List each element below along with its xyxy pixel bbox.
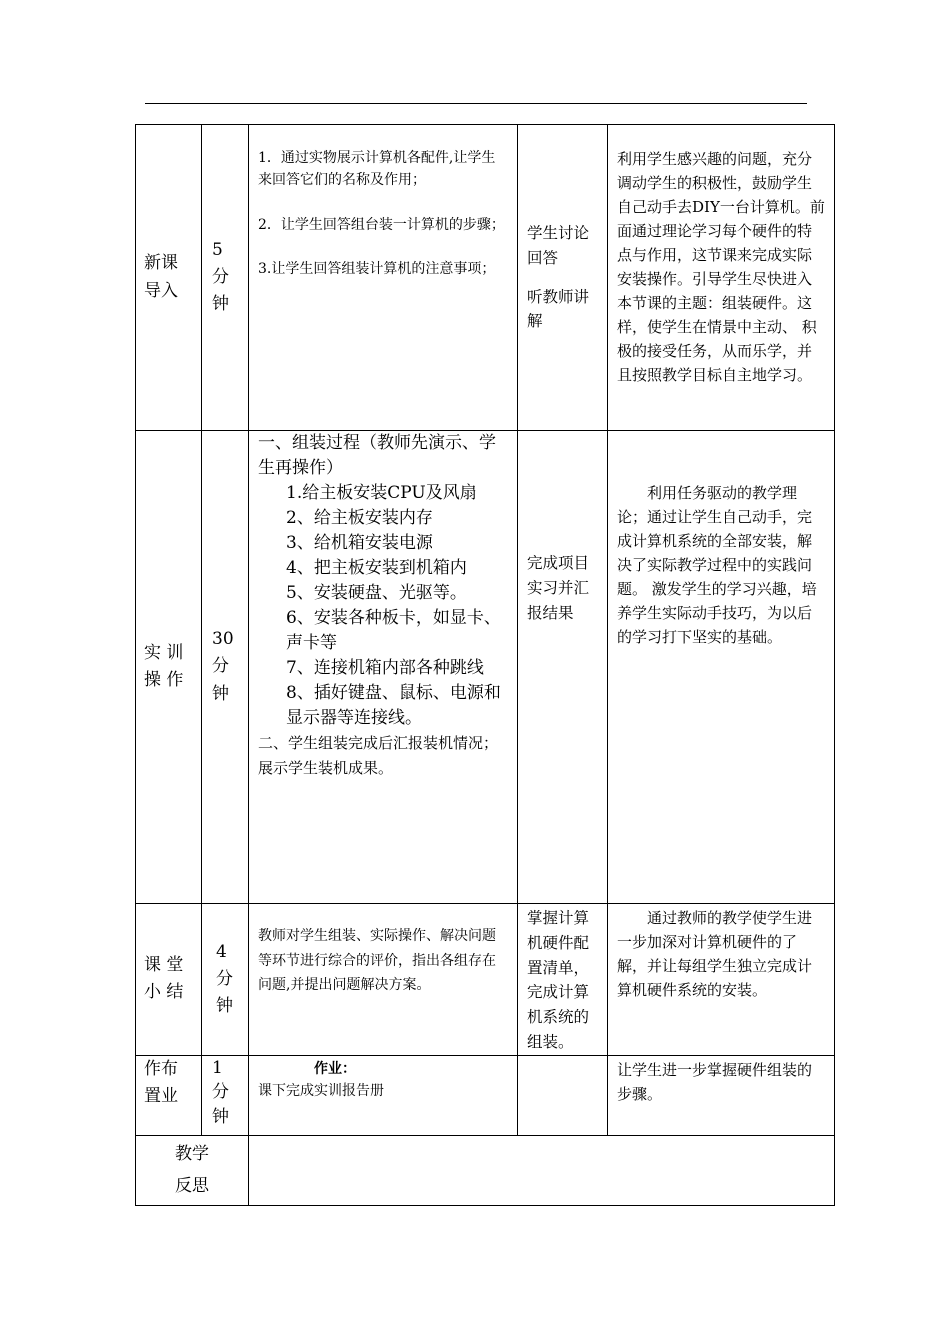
stage-label: 作布: [144, 1058, 178, 1079]
content-cell: [249, 431, 518, 904]
student-activity: 掌握计算机硬件配置清单，完成计算机系统的组装。: [527, 909, 590, 1051]
stage-cell: [136, 431, 202, 904]
table-row: [136, 125, 835, 431]
time-value: 5: [212, 239, 223, 260]
content-step: 1.给主板安装CPU及风扇: [286, 482, 477, 503]
content-item: 1．通过实物展示计算机各配件,让学生来回答它们的名称及作用；: [258, 150, 496, 189]
content-item: 3.让学生回答组装计算机的注意事项；: [258, 261, 496, 278]
stage-label: 课 堂: [144, 955, 184, 976]
table-row: [136, 1055, 835, 1135]
time-unit: 分: [212, 1082, 229, 1103]
content-step: 8、插好键盘、鼠标、电源和显示器等连接线。: [286, 682, 501, 728]
time-cell: [202, 125, 249, 431]
content-cell: [249, 1055, 518, 1135]
design-intent-cell: [608, 1055, 835, 1135]
time-cell: [202, 431, 249, 904]
time-unit: 分: [212, 266, 229, 287]
design-intent-cell: [608, 125, 835, 431]
design-intent: 利用任务驱动的教学理论；通过让学生自己动手，完成计算机系统的全部安装，解决了实际教学过程中的实践问题。 激发学生的学习兴趣，培养学生实际动手技巧，为以后的学习打下坚实的基础。: [617, 484, 817, 646]
design-intent: 让学生进一步掌握硬件组装的步骤。: [617, 1060, 813, 1103]
content-item: 教师对学生组装、实际操作、解决问题等环节进行综合的评价，指出各组存在问题,并提出问题解决方案。: [258, 928, 496, 993]
time-unit: 钟: [212, 1107, 229, 1128]
stage-label: 导入: [144, 280, 178, 301]
content-summary: 二、学生组装完成后汇报装机情况；展示学生装机成果。: [258, 733, 499, 777]
student-activity-cell: [518, 125, 608, 431]
homework-text: 课下完成实训报告册: [258, 1083, 384, 1100]
content-step: 6、安装各种板卡，如显卡、声卡等: [286, 607, 501, 653]
design-intent: 通过教师的教学使学生进一步加深对计算机硬件的了解，并让每组学生独立完成计算机硬件系统的安装。: [617, 909, 813, 999]
student-activity-cell: [518, 431, 608, 904]
homework-title: 作业：: [314, 1060, 356, 1077]
reflection-content-cell: [249, 1135, 835, 1205]
time-cell: [202, 1055, 249, 1135]
time-unit: 钟: [216, 995, 233, 1016]
reflection-label: 反思: [175, 1176, 209, 1197]
time-unit: 钟: [212, 683, 229, 704]
time-unit: 分: [216, 968, 233, 989]
stage-cell: [136, 904, 202, 1056]
student-activity: 听教师讲解: [527, 287, 590, 331]
content-step: 7、连接机箱内部各种跳线: [286, 657, 484, 678]
table-row: [136, 431, 835, 904]
stage-cell: [136, 1055, 202, 1135]
content-heading: 一、组装过程（教师先演示、学生再操作）: [258, 433, 496, 478]
time-unit: 钟: [212, 294, 229, 315]
student-activity-cell: [518, 904, 608, 1056]
content-step: 2、给主板安装内存: [286, 507, 433, 528]
stage-label: 新课: [144, 253, 178, 274]
reflection-label-cell: [136, 1135, 249, 1205]
content-step: 4、把主板安装到机箱内: [286, 557, 467, 578]
design-intent-cell: [608, 431, 835, 904]
time-unit: 分: [212, 656, 229, 677]
stage-label: 操 作: [144, 670, 184, 690]
table-row: [136, 904, 835, 1056]
content-cell: [249, 904, 518, 1056]
student-activity-cell: [518, 1055, 608, 1135]
design-intent: 利用学生感兴趣的问题，充分调动学生的积极性，鼓励学生自己动手去DIY一台计算机。前面通过理论学习每个硬件的特点与作用，这节课来完成实际安装操作。引导学生尽快进入本节课的主题：组装硬件。这样，使学生在情景中主动、 积极的接受任务，从而乐学，并且按照教学目标自主地学习。: [617, 150, 825, 384]
time-value: 30: [212, 629, 234, 650]
time-value: 1: [212, 1057, 223, 1078]
design-intent-cell: [608, 904, 835, 1056]
reflection-label: 教学: [175, 1143, 209, 1164]
student-activity: 学生讨论回答: [527, 223, 590, 267]
stage-label: 小 结: [144, 982, 184, 1003]
time-cell: [202, 904, 249, 1056]
table-row: [136, 1135, 835, 1205]
lesson-plan-table: [135, 124, 835, 1206]
content-item: 2．让学生回答组台装一计算机的步骤；: [258, 216, 505, 233]
student-activity: 完成项目实习并汇报结果: [527, 554, 590, 622]
content-cell: [249, 125, 518, 431]
time-value: 4: [216, 941, 227, 962]
content-step: 5、安装硬盘、光驱等。: [286, 582, 467, 603]
stage-cell: [136, 125, 202, 431]
stage-label: 实 训: [144, 642, 184, 663]
content-step: 3、给机箱安装电源: [286, 532, 433, 553]
stage-label: 置业: [144, 1085, 178, 1106]
header-rule: [145, 103, 807, 104]
